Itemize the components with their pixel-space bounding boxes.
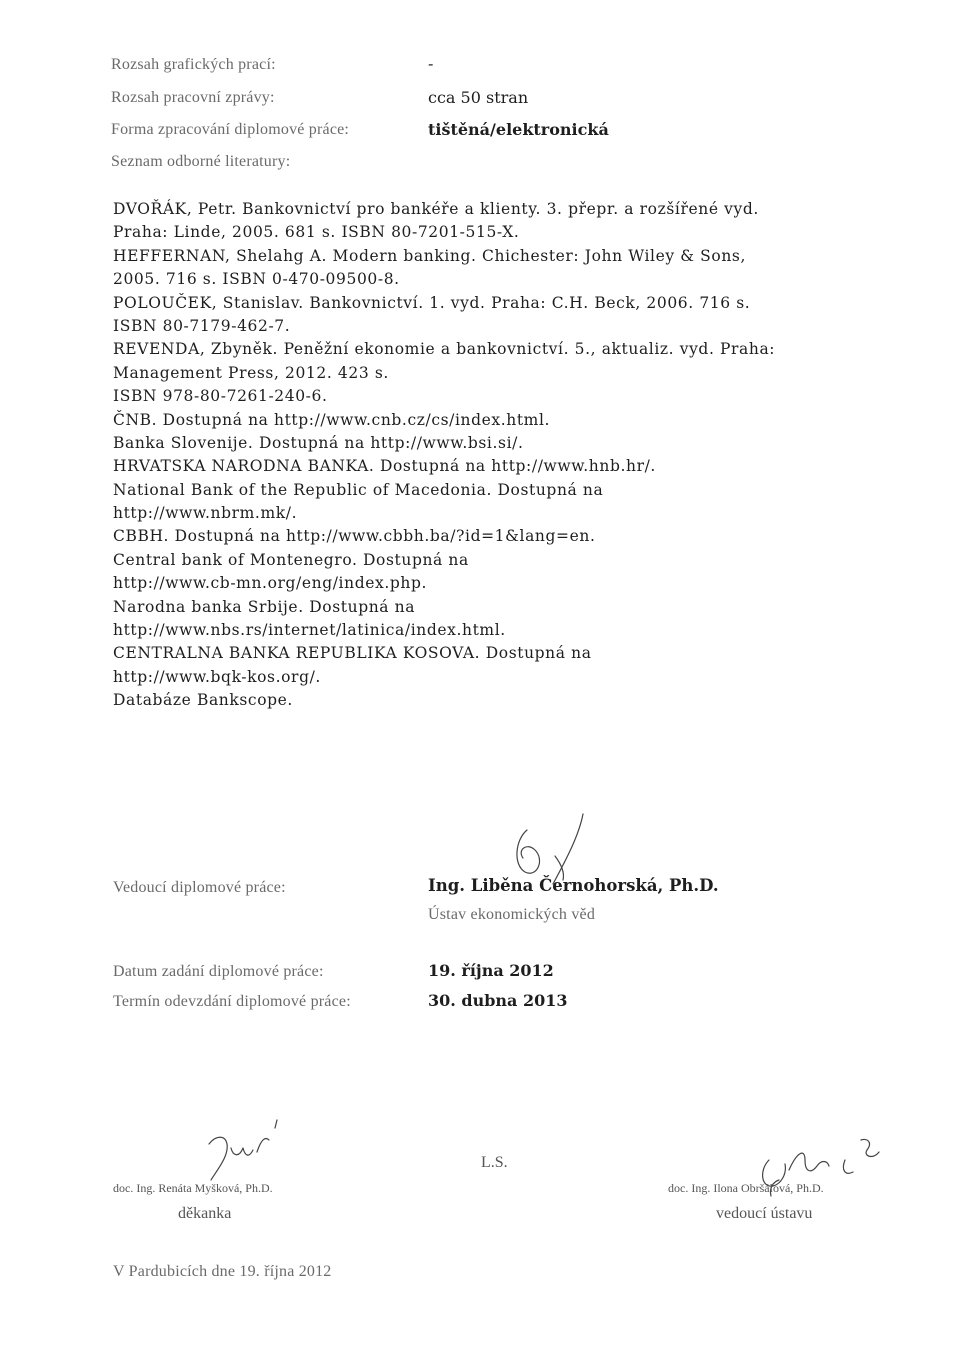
seal-mark: L.S. bbox=[481, 1154, 508, 1171]
reference-line: ISBN 80-7179-462-7. bbox=[113, 316, 291, 335]
graphic-works-value: - bbox=[428, 54, 434, 73]
head-of-institute-name: doc. Ing. Ilona Obršálová, Ph.D. bbox=[668, 1181, 824, 1195]
assignment-date-label: Datum zadání diplomové práce: bbox=[113, 963, 324, 980]
reference-line: 2005. 716 s. ISBN 0-470-09500-8. bbox=[113, 270, 400, 289]
reference-line: Praha: Linde, 2005. 681 s. ISBN 80-7201-515-X. bbox=[113, 223, 520, 242]
assignment-date-value: 19. října 2012 bbox=[428, 961, 554, 980]
reference-line: Management Press, 2012. 423 s. bbox=[113, 363, 389, 382]
supervisor-institute: Ústav ekonomických věd bbox=[428, 906, 596, 923]
place-and-date: V Pardubicích dne 19. října 2012 bbox=[113, 1263, 332, 1280]
reference-line: HEFFERNAN, Shelahg A. Modern banking. Chichester: John Wiley & Sons, bbox=[113, 246, 746, 265]
reference-line: Narodna banka Srbije. Dostupná na bbox=[113, 597, 416, 616]
reference-line: National Bank of the Republic of Macedonia. Dostupná na bbox=[113, 480, 604, 499]
supervisor-label: Vedoucí diplomové práce: bbox=[113, 879, 286, 896]
dean-name: doc. Ing. Renáta Myšková, Ph.D. bbox=[113, 1181, 273, 1195]
reference-line: DVOŘÁK, Petr. Bankovnictví pro bankéře a klienty. 3. přepr. a rozšířené vyd. bbox=[113, 200, 759, 218]
reference-line: ISBN 978-80-7261-240-6. bbox=[113, 387, 328, 406]
reference-line: ČNB. Dostupná na http://www.cnb.cz/cs/index.html. bbox=[113, 410, 551, 429]
reference-line: http://www.bqk-kos.org/. bbox=[113, 667, 321, 686]
reference-line: Central bank of Montenegro. Dostupná na bbox=[113, 550, 469, 569]
reference-line: http://www.nbs.rs/internet/latinica/index.html. bbox=[113, 621, 506, 640]
literature-list-label: Seznam odborné literatury: bbox=[111, 153, 291, 170]
reference-list bbox=[113, 198, 903, 713]
thesis-form-value: tištěná/elektronická bbox=[428, 120, 609, 139]
reference-line: Databáze Bankscope. bbox=[113, 691, 293, 710]
report-extent-label: Rozsah pracovní zprávy: bbox=[111, 89, 275, 106]
reference-line: REVENDA, Zbyněk. Peněžní ekonomie a bankovnictví. 5., aktualiz. vyd. Praha: bbox=[113, 340, 776, 359]
dean-signature bbox=[195, 1118, 295, 1188]
reference-line: CBBH. Dostupná na http://www.cbbh.ba/?id=1&lang=en. bbox=[113, 527, 596, 546]
deadline-value: 30. dubna 2013 bbox=[428, 991, 568, 1010]
reference-line: HRVATSKA NARODNA BANKA. Dostupná na http://www.hnb.hr/. bbox=[113, 457, 656, 476]
dean-role: děkanka bbox=[178, 1205, 232, 1222]
graphic-works-label: Rozsah grafických prací: bbox=[111, 56, 276, 73]
reference-line: http://www.nbrm.mk/. bbox=[113, 504, 298, 523]
deadline-label: Termín odevzdání diplomové práce: bbox=[113, 993, 351, 1010]
supervisor-name: Ing. Liběna Černohorská, Ph.D. bbox=[428, 876, 719, 895]
report-extent-value: cca 50 stran bbox=[428, 88, 529, 107]
thesis-form-label: Forma zpracování diplomové práce: bbox=[111, 121, 350, 138]
reference-line: CENTRALNA BANKA REPUBLIKA KOSOVA. Dostupná na bbox=[113, 644, 592, 663]
reference-line: http://www.cb-mn.org/eng/index.php. bbox=[113, 574, 428, 593]
reference-line: POLOUČEK, Stanislav. Bankovnictví. 1. vyd. Praha: C.H. Beck, 2006. 716 s. bbox=[113, 293, 751, 312]
reference-line: Banka Slovenije. Dostupná na http://www.bsi.si/. bbox=[113, 433, 524, 452]
head-of-institute-role: vedoucí ústavu bbox=[716, 1205, 813, 1222]
